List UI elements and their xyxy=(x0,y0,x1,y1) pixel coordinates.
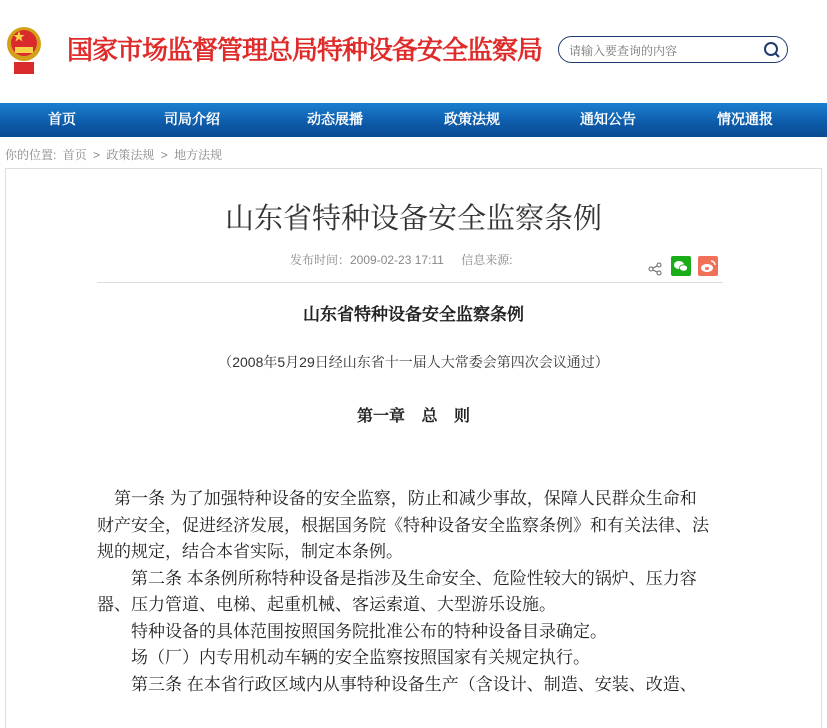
chapter-heading: 第一章 总 则 xyxy=(357,408,470,425)
breadcrumb-policy[interactable]: 政策法规 xyxy=(106,148,155,162)
breadcrumb-separator: > xyxy=(93,148,101,162)
body-line: 器、压力管道、电梯、起重机械、客运索道、大型游乐设施。 xyxy=(97,595,556,614)
breadcrumb-separator: > xyxy=(160,148,168,162)
body-line: 财产安全，促进经济发展，根据国务院《特种设备安全监察条例》和有关法律、法 xyxy=(97,515,709,535)
nav-policy[interactable]: 政策法规 xyxy=(444,111,500,127)
body-line: 特种设备的具体范围按照国务院批准公布的特种设备目录确定。 xyxy=(131,621,607,641)
breadcrumb xyxy=(5,146,225,163)
nav-home[interactable]: 首页 xyxy=(48,111,76,127)
article-subtitle: 山东省特种设备安全监察条例 xyxy=(303,305,524,324)
nav-news[interactable]: 动态展播 xyxy=(307,111,363,127)
adoption-note: （2008年5月29日经山东省十一届人大常委会第四次会议通过） xyxy=(218,354,609,370)
info-source: 信息来源: xyxy=(461,253,513,267)
site-title[interactable]: 国家市场监督管理总局特种设备安全监察局 xyxy=(67,35,543,65)
article-body xyxy=(97,486,737,698)
weibo-icon[interactable] xyxy=(698,256,718,276)
nav-about[interactable]: 司局介绍 xyxy=(164,111,220,127)
nav-reports[interactable]: 情况通报 xyxy=(717,111,773,127)
body-line: 第二条 本条例所称特种设备是指涉及生命安全、危险性较大的锅炉、压力容 xyxy=(131,568,697,588)
breadcrumb-local[interactable]: 地方法规 xyxy=(174,148,223,162)
article-title: 山东省特种设备安全监察条例 xyxy=(224,203,602,235)
body-line: 规的规定，结合本省实际，制定本条例。 xyxy=(97,542,403,561)
search-box xyxy=(558,36,788,63)
site-header xyxy=(0,0,827,103)
search-input[interactable] xyxy=(567,41,761,61)
body-line: 第一条 为了加强特种设备的安全监察，防止和减少事故，保障人民群众生命和 xyxy=(114,489,697,508)
breadcrumb-prefix: 你的位置: xyxy=(5,148,57,162)
main-nav xyxy=(0,103,827,137)
nav-notices[interactable]: 通知公告 xyxy=(580,111,636,127)
body-line: 场（厂）内专用机动车辆的安全监察按照国家有关规定执行。 xyxy=(131,648,590,667)
share-icon[interactable] xyxy=(648,262,662,276)
publish-time: 发布时间：2009-02-23 17:11 xyxy=(290,253,444,267)
article-meta xyxy=(290,251,513,268)
breadcrumb-home[interactable]: 首页 xyxy=(62,148,87,162)
wechat-icon[interactable] xyxy=(671,256,691,276)
search-icon[interactable] xyxy=(763,41,781,59)
national-emblem-icon[interactable] xyxy=(6,18,42,76)
body-line: 第三条 在本省行政区域内从事特种设备生产（含设计、制造、安装、改造、 xyxy=(131,674,697,694)
divider xyxy=(97,282,723,283)
